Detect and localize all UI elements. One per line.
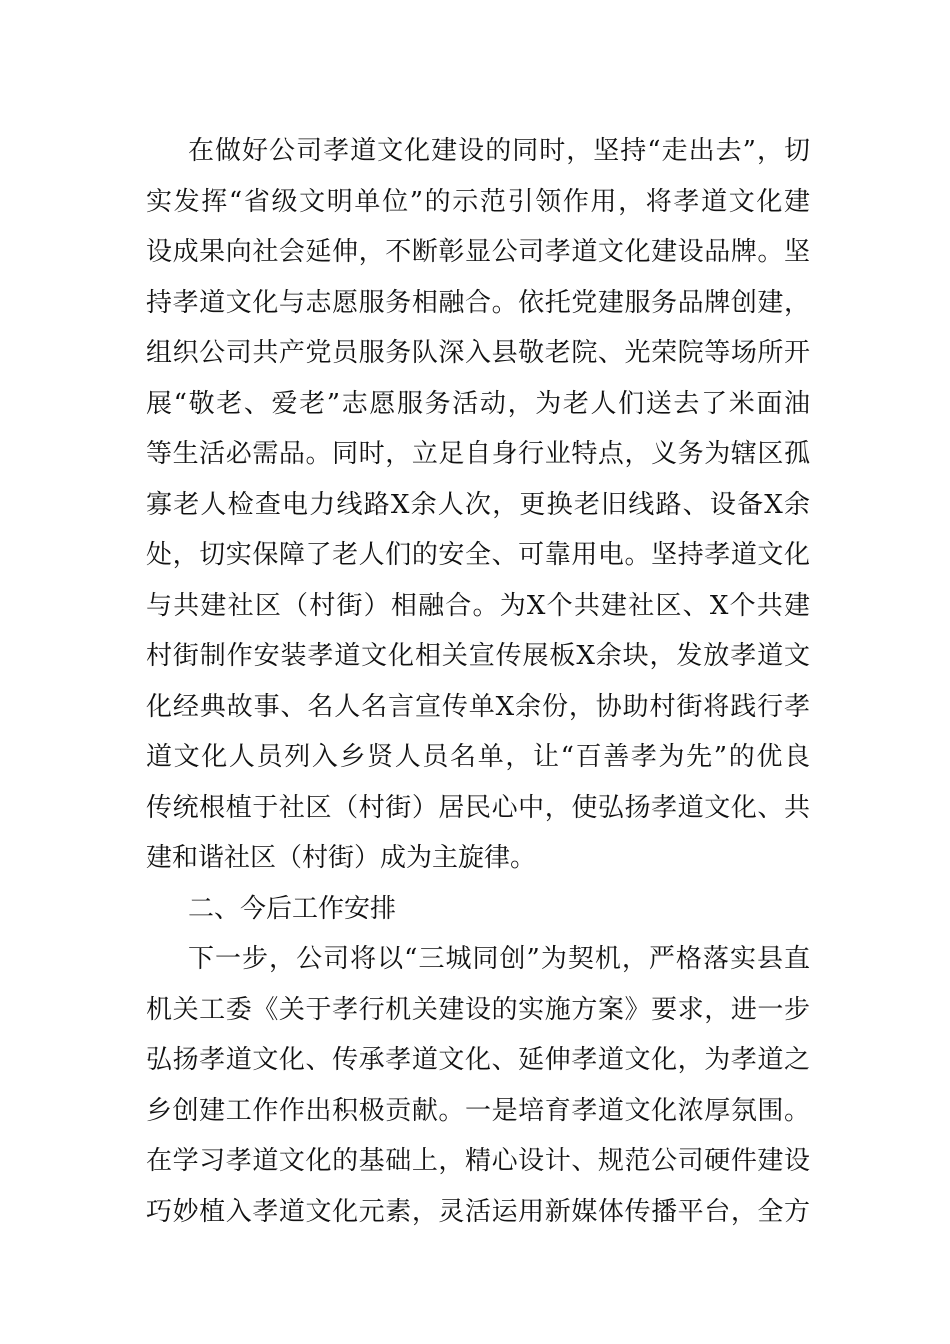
paragraph-line: 等生活必需品。同时，立足自身行业特点，义务为辖区孤 [146,439,810,469]
paragraph-line: 在做好公司孝道文化建设的同时，坚持“走出去”，切 [188,136,810,166]
paragraph-line: 乡创建工作作出积极贡献。一是培育孝道文化浓厚氛围。 [146,1095,810,1126]
paragraph-line: 在学习孝道文化的基础上，精心设计、规范公司硬件建设 [146,1146,810,1176]
paragraph-1 [146,126,810,884]
paragraph-2 [146,934,810,1237]
paragraph-line: 下一步，公司将以“三城同创”为契机，严格落实县直 [188,944,810,974]
paragraph-line: 弘扬孝道文化、传承孝道文化、延伸孝道文化，为孝道之 [146,1045,810,1075]
document-body [146,126,810,1237]
paragraph-line: 设成果向社会延伸，不断彰显公司孝道文化建设品牌。坚 [146,237,810,267]
paragraph-line: 寡老人检查电力线路X余人次，更换老旧线路、设备X余 [146,489,810,520]
paragraph-line: 巧妙植入孝道文化元素，灵活运用新媒体传播平台，全方 [146,1196,810,1227]
paragraph-line: 化经典故事、名人名言宣传单X余份，协助村街将践行孝 [146,691,810,722]
paragraph-line: 机关工委《关于孝行机关建设的实施方案》要求，进一步 [146,994,810,1025]
paragraph-line: 建和谐社区（村街）成为主旋律。 [146,843,537,873]
paragraph-line: 展“敬老、爱老”志愿服务活动，为老人们送去了米面油 [146,388,810,419]
paragraph-line: 道文化人员列入乡贤人员名单，让“百善孝为先”的优良 [146,742,810,772]
paragraph-line: 传统根植于社区（村街）居民心中，使弘扬孝道文化、共 [146,792,810,823]
paragraph-line: 处，切实保障了老人们的安全、可靠用电。坚持孝道文化 [146,540,810,570]
section-heading: 二、今后工作安排 [188,893,397,924]
paragraph-line: 组织公司共产党员服务队深入县敬老院、光荣院等场所开 [146,338,810,368]
paragraph-line: 持孝道文化与志愿服务相融合。依托党建服务品牌创建， [146,287,810,318]
paragraph-line: 与共建社区（村街）相融合。为X个共建社区、X个共建 [146,590,810,621]
paragraph-line: 村街制作安装孝道文化相关宣传展板X余块，发放孝道文 [146,641,810,671]
paragraph-line: 实发挥“省级文明单位”的示范引领作用，将孝道文化建 [146,186,810,217]
